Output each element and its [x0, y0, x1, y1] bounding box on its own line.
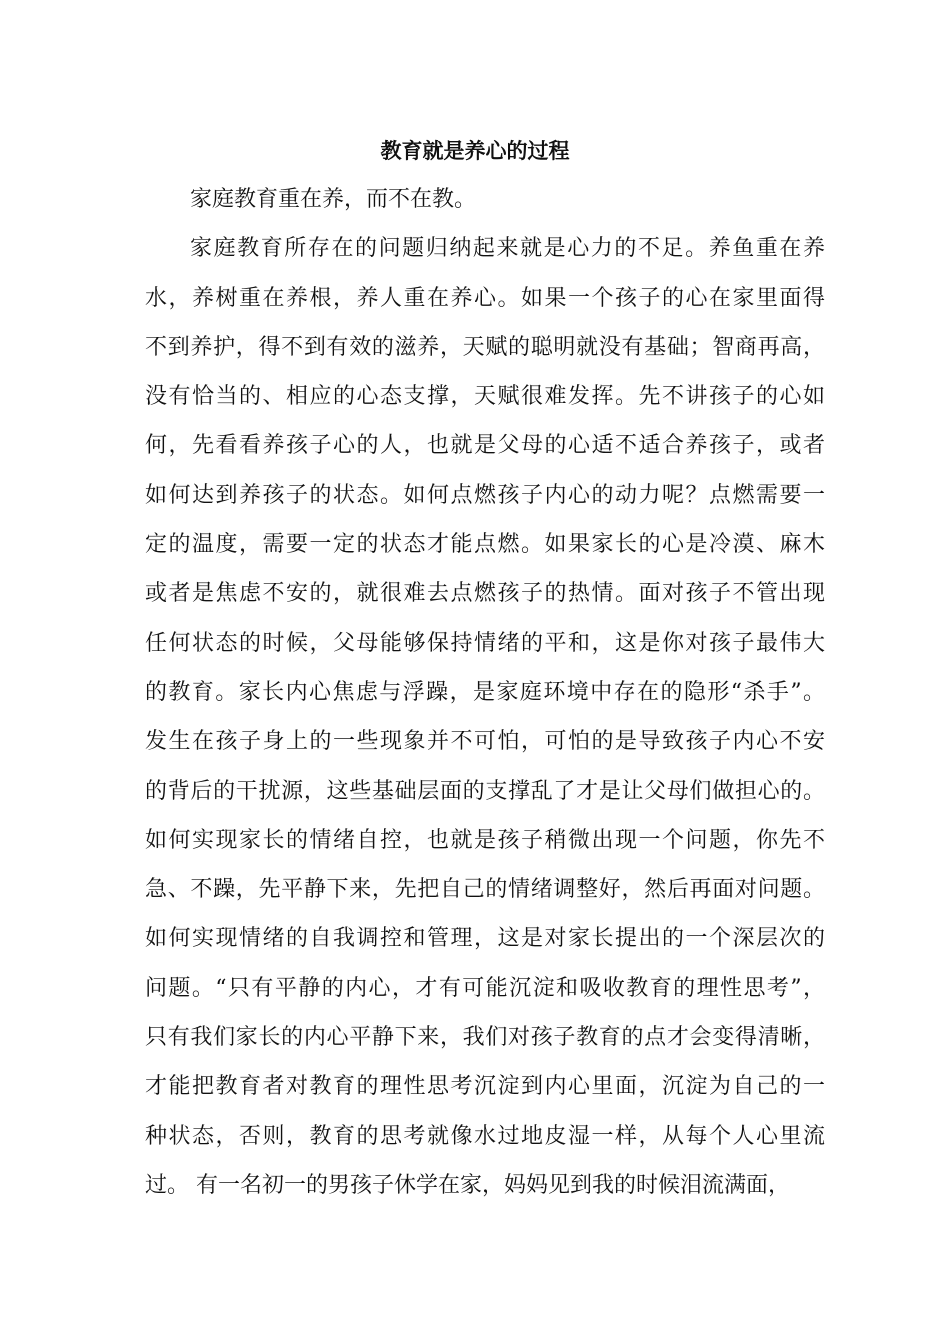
text-line: 何，先看看养孩子心的人，也就是父母的心适不适合养孩子，或者 [145, 433, 825, 459]
text-line: 如何实现家长的情绪自控，也就是孩子稍微出现一个问题，你先不 [145, 827, 825, 853]
text-line: 如何实现情绪的自我调控和管理，这是对家长提出的一个深层次的 [145, 926, 825, 952]
text-line: 问题。“只有平静的内心，才有可能沉淀和吸收教育的理性思考”， [145, 975, 825, 1001]
document-title: 教育就是养心的过程 [380, 138, 570, 163]
text-line: 不到养护，得不到有效的滋养，天赋的聪明就没有基础；智商再高， [145, 334, 825, 360]
text-line: 或者是焦虑不安的，就很难去点燃孩子的热情。面对孩子不管出现 [145, 581, 825, 607]
text-line: 种状态，否则，教育的思考就像水过地皮湿一样，从每个人心里流 [145, 1123, 825, 1149]
text-line: 水，养树重在养根，养人重在养心。如果一个孩子的心在家里面得 [145, 285, 825, 311]
text-line: 急、不躁，先平静下来，先把自己的情绪调整好，然后再面对问题。 [145, 877, 825, 903]
document-body [145, 180, 825, 1215]
text-line: 才能把教育者对教育的理性思考沉淀到内心里面，沉淀为自己的一 [145, 1074, 825, 1100]
text-line: 发生在孩子身上的一些现象并不可怕，可怕的是导致孩子内心不安 [145, 729, 825, 755]
text-line: 过。 有一名初一的男孩子休学在家，妈妈见到我的时候泪流满面， [145, 1172, 790, 1198]
text-line: 的教育。家长内心焦虑与浮躁，是家庭环境中存在的隐形“杀手”。 [145, 679, 825, 705]
text-line: 没有恰当的、相应的心态支撑，天赋很难发挥。先不讲孩子的心如 [145, 384, 825, 410]
text-line: 定的温度，需要一定的状态才能点燃。如果家长的心是冷漠、麻木 [145, 532, 825, 558]
text-line: 任何状态的时候，父母能够保持情绪的平和，这是你对孩子最伟大 [145, 630, 825, 656]
text-line: 家庭教育重在养，而不在教。 [190, 187, 477, 212]
text-line: 家庭教育所存在的问题归纳起来就是心力的不足。养鱼重在养 [190, 236, 825, 262]
text-line: 的背后的干扰源，这些基础层面的支撑乱了才是让父母们做担心的。 [145, 778, 825, 804]
text-line: 如何达到养孩子的状态。如何点燃孩子内心的动力呢？点燃需要一 [145, 482, 825, 508]
text-line: 只有我们家长的内心平静下来，我们对孩子教育的点才会变得清晰， [145, 1025, 825, 1051]
